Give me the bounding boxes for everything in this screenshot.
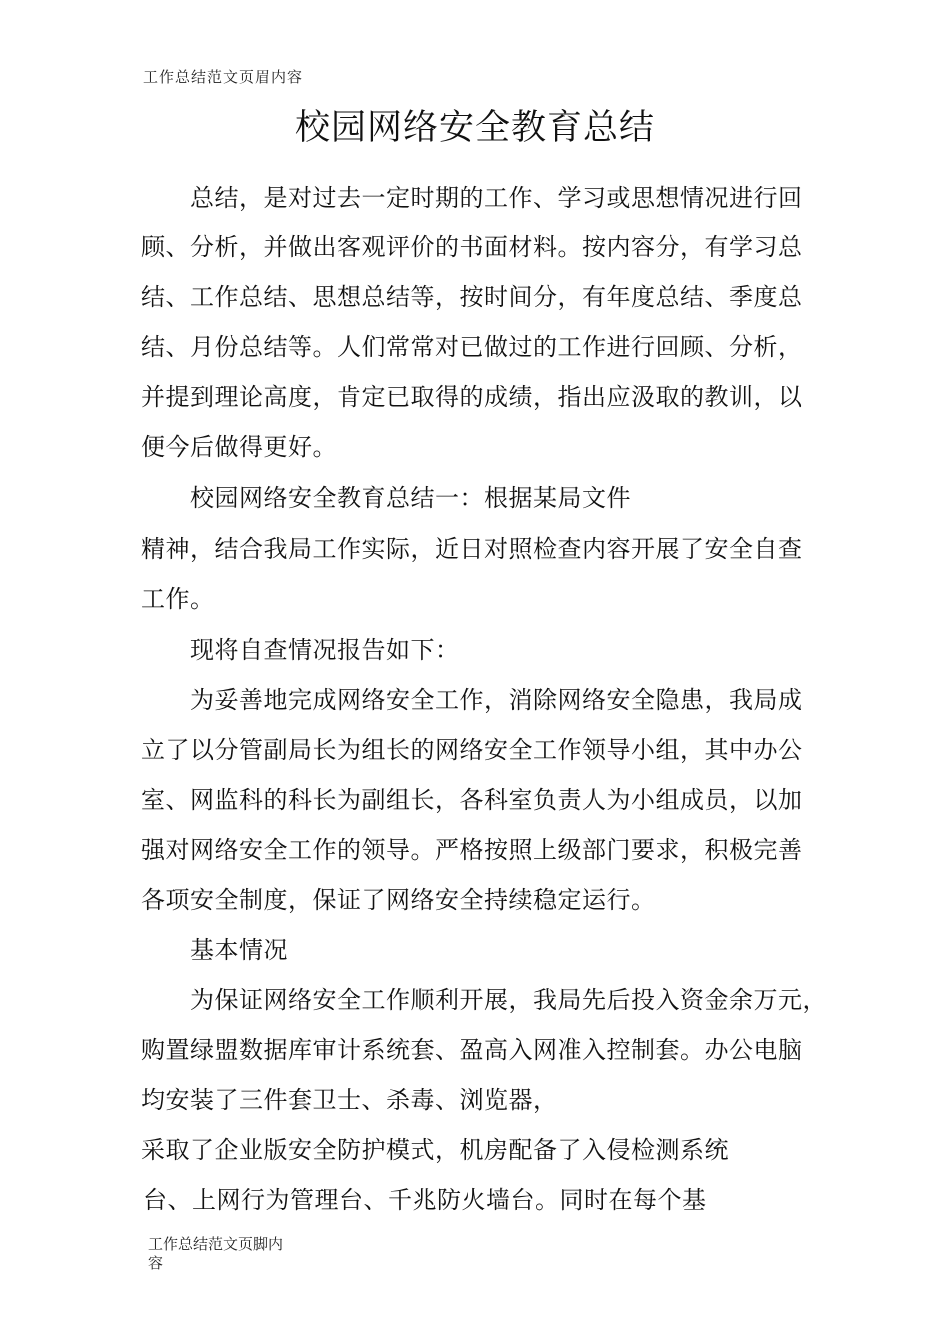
text-line: 购置绿盟数据库审计系统套、盈高入网准入控制套。办公电脑 [141, 1036, 803, 1064]
text-line: 顾、分析，并做出客观评价的书面材料。按内容分，有学习总 [141, 233, 803, 261]
text-line: 立了以分管副局长为组长的网络安全工作领导小组，其中办公 [141, 736, 803, 764]
footer-line: 容 [148, 1254, 164, 1272]
page-header: 工作总结范文页眉内容 [143, 68, 304, 86]
text-line: 并提到理论高度，肯定已取得的成绩，指出应汲取的教训，以 [141, 383, 803, 411]
text-line: 均安装了三件套卫士、杀毒、浏览器， [141, 1086, 558, 1114]
text-line: 基本情况 [141, 936, 288, 964]
text-line: 各项安全制度，保证了网络安全持续稳定运行。 [141, 886, 656, 914]
text-line: 台、上网行为管理台、千兆防火墙台。同时在每个基 [143, 1186, 707, 1214]
page-footer [148, 1235, 283, 1273]
text-line: 工作。 [141, 585, 215, 613]
text-line: 精神，结合我局工作实际，近日对照检查内容开展了安全自查 [141, 535, 803, 563]
text-line: 校园网络安全教育总结一：根据某局文件 [141, 484, 631, 512]
text-line: 结、月份总结等。人们常常对已做过的工作进行回顾、分析， [141, 333, 803, 361]
text-line: 为妥善地完成网络安全工作，消除网络安全隐患，我局成 [141, 686, 803, 714]
document-title: 校园网络安全教育总结 [294, 108, 655, 148]
text-line: 室、网监科的科长为副组长，各科室负责人为小组成员，以加 [141, 786, 803, 814]
text-line: 为保证网络安全工作顺利开展，我局先后投入资金余万元， [141, 986, 827, 1014]
text-line: 强对网络安全工作的领导。严格按照上级部门要求，积极完善 [141, 836, 803, 864]
footer-line: 工作总结范文页脚内 [148, 1235, 284, 1253]
text-line: 现将自查情况报告如下： [141, 636, 460, 664]
text-line: 采取了企业版安全防护模式，机房配备了入侵检测系统 [141, 1136, 729, 1164]
text-line: 结、工作总结、思想总结等，按时间分，有年度总结、季度总 [141, 283, 803, 311]
text-line: 便今后做得更好。 [141, 433, 337, 461]
text-line: 总结，是对过去一定时期的工作、学习或思想情况进行回 [141, 184, 803, 212]
